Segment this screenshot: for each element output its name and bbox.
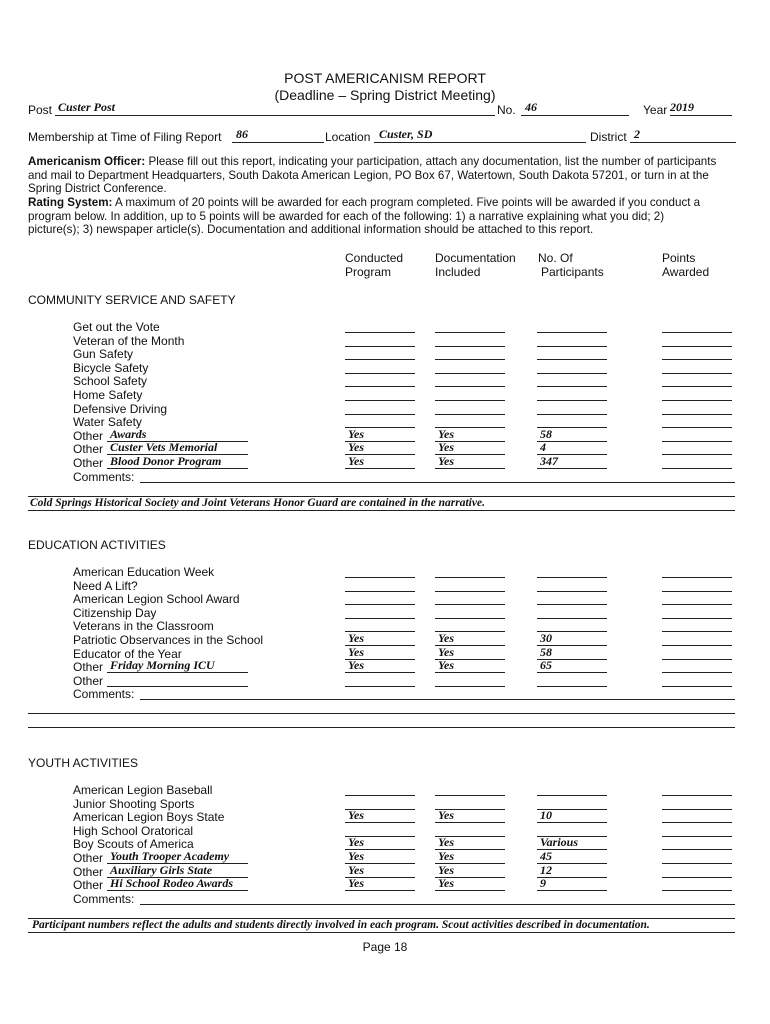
participants-field[interactable] [537, 346, 607, 360]
points-field[interactable] [662, 618, 732, 632]
participants-field[interactable] [537, 809, 607, 823]
item-label: Other [73, 660, 104, 675]
points-field[interactable] [662, 659, 732, 673]
points-field[interactable] [662, 387, 732, 401]
item-label: American Education Week [73, 565, 215, 579]
conducted-value: Yes [348, 440, 364, 455]
documentation-field[interactable] [435, 387, 505, 401]
documentation-value: Yes [438, 862, 454, 877]
participants-field[interactable] [537, 319, 607, 333]
membership-field[interactable] [232, 129, 324, 143]
other-program-field[interactable] [107, 877, 248, 891]
points-field[interactable] [662, 360, 732, 374]
participants-value: 12 [540, 862, 552, 877]
item-label: American Legion Baseball [73, 783, 213, 797]
comments-line[interactable] [140, 699, 735, 700]
participants-field[interactable] [537, 428, 607, 442]
documentation-field[interactable] [435, 401, 505, 415]
item-label: Home Safety [73, 388, 143, 402]
other-program-value: Awards [110, 426, 147, 441]
rating-label: Rating System: [28, 196, 113, 209]
no-value: 46 [525, 100, 537, 114]
documentation-field[interactable] [435, 564, 505, 578]
report-subtitle: (Deadline – Spring District Meeting) [274, 87, 496, 103]
participants-value: 30 [540, 631, 552, 645]
comments-label-education: Comments: [73, 687, 135, 701]
points-field[interactable] [662, 809, 732, 823]
comments-label-community: Comments: [73, 470, 135, 484]
participants-field[interactable] [537, 659, 607, 673]
item-label: Gun Safety [73, 347, 134, 362]
documentation-field[interactable] [435, 591, 505, 605]
other-program-field[interactable] [107, 455, 248, 469]
participants-field[interactable] [537, 401, 607, 415]
conducted-field[interactable] [345, 782, 415, 796]
participants-field[interactable] [537, 564, 607, 578]
conducted-field[interactable] [345, 401, 415, 415]
documentation-field[interactable] [435, 673, 505, 687]
participants-value: Various [540, 835, 579, 850]
conducted-field[interactable] [345, 673, 415, 687]
points-field[interactable] [662, 591, 732, 605]
conducted-value: Yes [348, 426, 364, 441]
conducted-field[interactable] [345, 591, 415, 605]
points-field[interactable] [662, 632, 732, 646]
other-program-value: Blood Donor Program [110, 454, 222, 468]
documentation-value: Yes [438, 849, 454, 863]
documentation-field[interactable] [435, 319, 505, 333]
comments-line[interactable] [28, 510, 735, 511]
documentation-value: Yes [438, 644, 454, 659]
conducted-value: Yes [348, 862, 364, 877]
points-field[interactable] [662, 333, 732, 347]
item-label: Get out the Vote [73, 320, 160, 334]
col-conducted-header: Conducted Program [345, 251, 404, 279]
post-value: Custer Post [58, 100, 116, 114]
participants-field[interactable] [537, 782, 607, 796]
participants-value: 65 [540, 658, 552, 673]
conducted-field[interactable] [345, 373, 415, 387]
points-field[interactable] [662, 346, 732, 360]
documentation-field[interactable] [435, 659, 505, 673]
item-label: Other [73, 673, 104, 688]
participants-value: 4 [540, 440, 546, 455]
documentation-field[interactable] [435, 578, 505, 592]
points-field[interactable] [662, 782, 732, 796]
item-label: Veterans in the Classroom [73, 619, 214, 634]
item-label: Junior Shooting Sports [73, 796, 195, 811]
no-field[interactable] [521, 102, 629, 116]
comments-line[interactable] [28, 932, 735, 933]
conducted-field[interactable] [345, 605, 415, 619]
page-number: Page 18 [362, 940, 408, 954]
comments-line[interactable] [140, 904, 735, 905]
documentation-field[interactable] [435, 360, 505, 374]
report-title: POST AMERICANISM REPORT [284, 70, 486, 86]
participants-field[interactable] [537, 591, 607, 605]
other-program-value: Custer Vets Memorial [110, 440, 218, 455]
conducted-value: Yes [348, 835, 364, 850]
conducted-field[interactable] [345, 877, 415, 891]
col-points-header: Points Awarded [662, 251, 710, 279]
documentation-value: Yes [438, 454, 454, 468]
col-participants-header: No. Of Participants [538, 251, 604, 279]
participants-value: 58 [540, 644, 552, 659]
item-label: Other [73, 456, 104, 470]
comments-label-youth: Comments: [73, 892, 135, 906]
conducted-field[interactable] [345, 564, 415, 578]
documentation-value: Yes [438, 426, 454, 441]
conducted-value: Yes [348, 849, 364, 863]
points-field[interactable] [662, 823, 732, 837]
item-label: American Legion Boys State [73, 810, 225, 825]
officer-text: Please fill out this report, indicating your participation, attach any documentation, list the number of participants and mail to Department Headquarters, South Dakota American Legion, PO Box 67, Watertown, South Dakota 57201, or turn in at the Spring District Conference. [28, 155, 717, 196]
documentation-value: Yes [438, 658, 454, 673]
documentation-field[interactable] [435, 782, 505, 796]
location-label: Location [325, 130, 371, 144]
participants-field[interactable] [537, 864, 607, 878]
membership-value: 86 [236, 127, 248, 141]
membership-label: Membership at Time of Filing Report [28, 130, 222, 144]
item-label: Need A Lift? [73, 578, 138, 593]
comments-line[interactable] [140, 482, 735, 483]
rating-text: A maximum of 20 points will be awarded for each program completed. Five points will be awarded if you conduct a program below. In addition, up to 5 points will be awarded for each of the following: 1) a narrative explaining what you did; 2) picture(s); 3) newspaper article(s). Documentation and additional information should be attached to this report. [28, 196, 701, 237]
conducted-field[interactable] [345, 319, 415, 333]
participants-field[interactable] [537, 360, 607, 374]
conducted-value: Yes [348, 876, 364, 891]
other-program-value: Youth Trooper Academy [110, 849, 230, 863]
participants-field[interactable] [537, 373, 607, 387]
documentation-value: Yes [438, 835, 454, 850]
conducted-field[interactable] [345, 659, 415, 673]
item-label: Boy Scouts of America [73, 837, 194, 852]
documentation-field[interactable] [435, 455, 505, 469]
documentation-field[interactable] [435, 346, 505, 360]
points-field[interactable] [662, 319, 732, 333]
points-field[interactable] [662, 673, 732, 687]
documentation-field[interactable] [435, 373, 505, 387]
district-value: 2 [634, 127, 640, 141]
other-program-value: Friday Morning ICU [110, 658, 215, 673]
documentation-field[interactable] [435, 605, 505, 619]
conducted-field[interactable] [345, 578, 415, 592]
points-field[interactable] [662, 605, 732, 619]
documentation-field[interactable] [435, 877, 505, 891]
comments-line[interactable] [28, 713, 735, 714]
points-field[interactable] [662, 850, 732, 864]
officer-instructions [28, 155, 718, 196]
documentation-field[interactable] [435, 809, 505, 823]
location-field[interactable] [374, 129, 586, 143]
item-label: School Safety [73, 374, 148, 389]
item-label: American Legion School Award [73, 592, 240, 607]
comments-youth: Participant numbers reflect the adults and students directly involved in each program. Scout activities described in documentation. [32, 919, 650, 931]
item-label: High School Oratorical [73, 823, 194, 838]
participants-field[interactable] [537, 387, 607, 401]
conducted-field[interactable] [345, 387, 415, 401]
conducted-value: Yes [348, 658, 364, 673]
points-field[interactable] [662, 455, 732, 469]
comments-community: Cold Springs Historical Society and Joint Veterans Honor Guard are contained in the narrative. [30, 497, 485, 509]
conducted-field[interactable] [345, 333, 415, 347]
points-field[interactable] [662, 578, 732, 592]
section-title-education: EDUCATION ACTIVITIES [28, 538, 166, 552]
item-label: Patriotic Observances in the School [73, 633, 264, 647]
col-documentation-header: Documentation Included [435, 251, 516, 279]
points-field[interactable] [662, 877, 732, 891]
post-field[interactable] [55, 102, 495, 116]
participants-field[interactable] [537, 877, 607, 891]
participants-field[interactable] [537, 605, 607, 619]
documentation-value: Yes [438, 808, 454, 823]
participants-field[interactable] [537, 673, 607, 687]
item-label: Water Safety [73, 415, 142, 430]
points-field[interactable] [662, 441, 732, 455]
points-field[interactable] [662, 428, 732, 442]
points-field[interactable] [662, 414, 732, 428]
conducted-value: Yes [348, 454, 364, 468]
documentation-value: Yes [438, 876, 454, 891]
post-label: Post [28, 103, 53, 117]
points-field[interactable] [662, 401, 732, 415]
no-label: No. [497, 103, 516, 117]
conducted-field[interactable] [345, 360, 415, 374]
other-program-field[interactable] [107, 659, 248, 673]
documentation-field[interactable] [435, 333, 505, 347]
points-field[interactable] [662, 373, 732, 387]
points-field[interactable] [662, 864, 732, 878]
conducted-field[interactable] [345, 346, 415, 360]
participants-value: 58 [540, 426, 552, 441]
location-value: Custer, SD [379, 127, 433, 141]
year-field[interactable] [670, 102, 732, 116]
comments-line[interactable] [28, 727, 735, 728]
other-program-value: Auxiliary Girls State [110, 862, 213, 877]
points-field[interactable] [662, 646, 732, 660]
participants-value: 10 [540, 808, 552, 823]
year-label: Year [643, 103, 668, 117]
item-label: Other [73, 878, 104, 893]
participants-field[interactable] [537, 578, 607, 592]
participants-field[interactable] [537, 455, 607, 469]
conducted-value: Yes [348, 808, 364, 823]
other-program-value: Hi School Rodeo Awards [110, 876, 234, 891]
item-label: Educator of the Year [73, 646, 182, 661]
district-label: District [590, 130, 627, 144]
conducted-value: Yes [348, 644, 364, 659]
participants-value: 9 [540, 876, 546, 891]
year-value: 2019 [670, 100, 694, 114]
item-label: Other [73, 442, 104, 457]
item-label: Other [73, 864, 104, 879]
item-label: Citizenship Day [73, 605, 157, 620]
conducted-field[interactable] [345, 455, 415, 469]
points-field[interactable] [662, 564, 732, 578]
points-field[interactable] [662, 836, 732, 850]
participants-field[interactable] [537, 333, 607, 347]
officer-label: Americanism Officer: [28, 155, 146, 168]
conducted-field[interactable] [345, 809, 415, 823]
item-label: Defensive Driving [73, 401, 168, 416]
participants-value: 347 [540, 454, 558, 468]
participants-value: 45 [540, 849, 552, 863]
district-field[interactable] [630, 129, 736, 143]
points-field[interactable] [662, 796, 732, 810]
documentation-value: Yes [438, 440, 454, 455]
conducted-value: Yes [348, 631, 364, 645]
item-label: Other [73, 428, 104, 443]
item-label: Bicycle Safety [73, 360, 149, 375]
item-label: Veteran of the Month [73, 333, 185, 348]
section-title-youth: YOUTH ACTIVITIES [28, 756, 139, 770]
documentation-value: Yes [438, 631, 454, 645]
other-program-field[interactable] [107, 673, 248, 687]
section-title-community: COMMUNITY SERVICE AND SAFETY [28, 293, 236, 307]
rating-instructions [28, 196, 718, 237]
item-label: Other [73, 851, 104, 865]
